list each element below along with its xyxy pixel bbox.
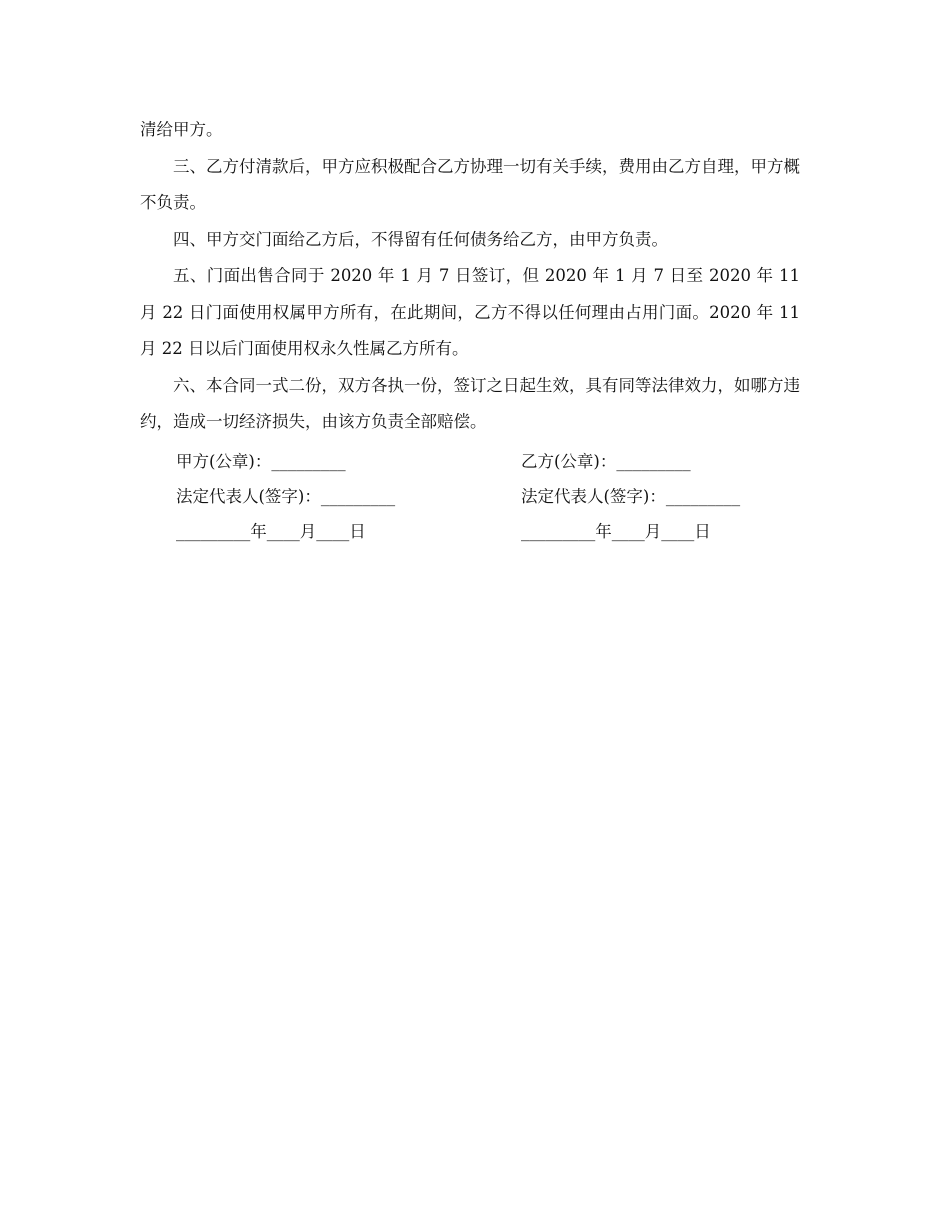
clause-four: 四、甲方交门面给乙方后，不得留有任何债务给乙方，由甲方负责。: [173, 229, 668, 249]
contract-body: [140, 112, 800, 441]
clause-five: 五、门面出售合同于 2020 年 1 月 7 日签订，但 2020 年 1 月 7 日至 2020 年 11 月 22 日门面使用权属甲方所有，在此期间，乙方不得以任何理由占用门面。2020 年 11 月 22 日以后门面使用权永久性属乙方所有。: [140, 266, 800, 358]
date-row: [140, 514, 800, 549]
party-b-representative: 法定代表人(签字)：_________: [521, 487, 741, 506]
party-a-date: _________年____月____日: [176, 522, 366, 541]
clause-three: 三、乙方付清款后，甲方应积极配合乙方协理一切有关手续，费用由乙方自理，甲方概不负责。: [140, 156, 800, 212]
paragraph-continuation: 清给甲方。: [140, 120, 223, 139]
representative-row: [140, 479, 800, 514]
party-a-seal: 甲方(公章)：_________: [176, 452, 346, 471]
party-b-seal: 乙方(公章)：_________: [521, 452, 691, 471]
clause-six: 六、本合同一式二份，双方各执一份，签订之日起生效，具有同等法律效力，如哪方违约，造成一切经济损失，由该方负责全部赔偿。: [140, 375, 800, 431]
seal-row: [140, 444, 800, 479]
signature-block: [140, 444, 800, 549]
party-a-representative: 法定代表人(签字)：_________: [176, 487, 396, 506]
party-b-date: _________年____月____日: [521, 522, 711, 541]
